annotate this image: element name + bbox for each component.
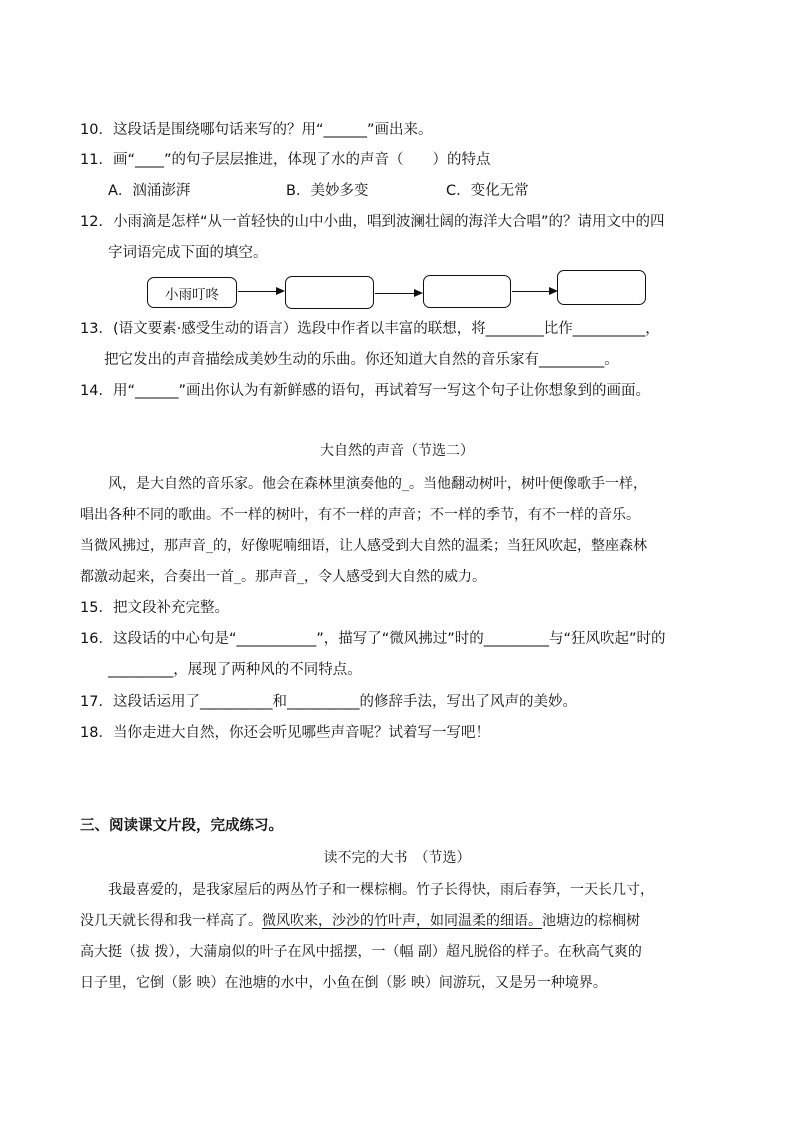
passage-3-line: 日子里，它倒（影 映）在池塘的水中，小鱼在倒（影 映）间游玩，又是另一种境界。 [80,975,607,991]
passage-2-line: 唱出各种不同的歌曲。不一样的树叶，有不一样的声音；不一样的季节，有不一样的音乐。 [80,507,640,523]
flow-arrow-1 [238,291,283,292]
passage-2-line: 都激动起来，合奏出一首_。那声音_，令人感受到大自然的威力。 [80,569,486,585]
question-12-line-2: 字词语完成下面的填空。 [108,245,268,261]
passage-2-line: 风，是大自然的音乐家。他会在森林里演奏他的_。当他翻动树叶，树叶便像歌手一样， [108,476,647,492]
option-c: C．变化无常 [446,183,529,199]
passage-3-line [80,911,640,931]
passage-2-title: 大自然的声音（节选二） [320,443,474,459]
question-11: 11．画“____”的句子层层推进，体现了水的声音（ ）的特点 [80,152,491,168]
underlined-sentence: 微风吹来，沙沙的竹叶声，如同温柔的细语。 [262,913,542,929]
question-10: 10．这段话是围绕哪句话来写的？用“______”画出来。 [80,122,433,138]
passage-3-line: 高大挺（拔 拨），大蒲扇似的叶子在风中摇摆，一（幅 副）超凡脱俗的样子。在秋高气爽的 [80,944,642,960]
option-b: B．美妙多变 [286,183,369,199]
passage-2-line: 当微风拂过，那声音_的，好像呢喃细语，让人感受到大自然的温柔；当狂风吹起，整座森林 [80,538,647,554]
question-16-line-1: 16．这段话的中心句是“___________”，描写了“微风拂过”时的_________与“狂风吹起”时的 [80,631,666,647]
passage-3-text: 池塘边的棕榈树 [542,913,640,929]
question-16-line-2: _________，展现了两种风的不同特点。 [108,662,362,678]
section-3-heading: 三、阅读课文片段，完成练习。 [80,818,283,834]
flow-blank-box-1[interactable] [285,276,374,309]
question-15: 15．把文段补充完整。 [80,600,229,616]
flow-blank-box-3[interactable] [557,270,646,305]
passage-3-title: 读不完的大书 （节选） [323,850,471,866]
question-12-line-1: 12．小雨滴是怎样“从一首轻快的山中小曲，唱到波澜壮阔的海洋大合唱”的？请用文中的四 [80,214,665,230]
question-13-line-2: 把它发出的声音描绘成美妙生动的乐曲。你还知道大自然的音乐家有_________。 [104,352,619,368]
question-13-line-1: 13．(语文要素·感受生动的语言）选段中作者以丰富的联想，将________比作__________， [80,321,660,337]
question-14: 14．用“______”画出你认为有新鲜感的语句，再试着写一写这个句子让你想象到的画面。 [80,383,650,399]
passage-3-text: 没几天就长得和我一样高了。 [80,913,262,929]
option-a: A．汹涌澎湃 [108,183,191,199]
flow-blank-box-2[interactable] [423,275,511,308]
flow-arrow-3 [512,291,556,292]
flow-arrow-2 [375,293,421,294]
passage-3-line: 我最喜爱的，是我家屋后的两丛竹子和一棵棕榈。竹子长得快，雨后春笋，一天长几寸， [108,882,654,898]
question-17: 17．这段话运用了__________和__________的修辞手法，写出了风声的美妙。 [80,694,577,710]
flow-box-start: 小雨叮咚 [147,277,237,308]
question-18: 18．当你走进大自然，你还会听见哪些声音呢？试着写一写吧！ [80,725,490,741]
